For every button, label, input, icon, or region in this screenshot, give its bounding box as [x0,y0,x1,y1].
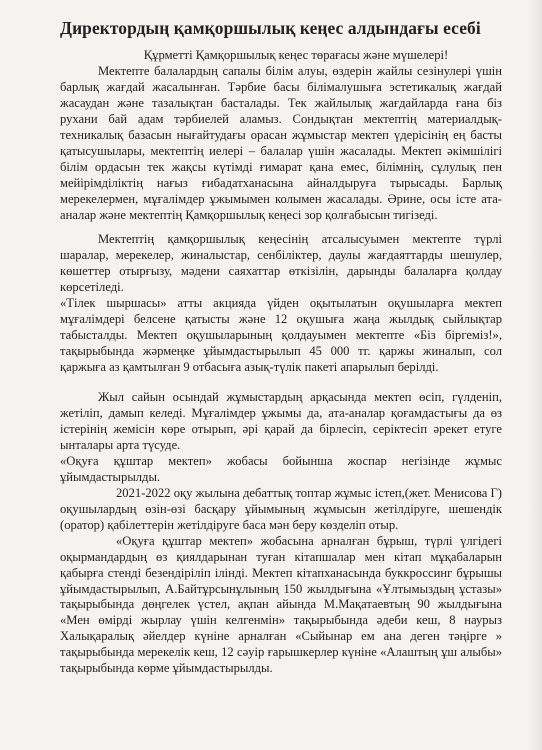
paragraph-6: 2021-2022 оқу жылына дебаттық топтар жұмыс істеп,(жет. Менисова Г) оқушылардың өзін-өзі басқару ұйымының жұмысын жетілдіруге, шешендік (оратор) қабілеттерін жетілдіруге баса мән беру көзделіп отыр. [60,485,502,532]
paragraph-4: Жыл сайын осындай жұмыстардың арқасында мектеп өсіп, гүлденіп, жетіліп, дамып келеді. Мұғалімдер ұжымы да, ата-аналар қоғамдастығы да өз істерінің жемісін көре отырып, әрі қарай да бірлесіп, серіктесіп әрекет етуге ынталары арта түсуде. [60,390,502,452]
document-title: Директордың қамқоршылық кеңес алдындағы есебі [60,18,481,38]
document-body [60,48,502,677]
greeting-line: Құрметті Қамқоршылық кеңес төрағасы және мүшелері! [143,48,449,62]
paragraph-3: «Тілек шыршасы» атты акцияда үйден оқытылатын оқушыларға мектеп мұғалімдері белсене қатысты және 12 оқушыға жаңа жылдық сыйлықтар табысталды. Мектеп оқушыларының қолдауымен мектепте «Біз біргеміз!», тақырыбында жәрмеңке ұйымдастырылып 45 000 тг. қаржы жиналып, сол қаржыға аз қамтылған 9 отбасыға азық-түлік пакеті апарылып берілді. [60,296,502,375]
paragraph-1: Мектепте балалардың сапалы білім алуы, өздерін жайлы сезінулері үшін барлық жағдай жасалынған. Тәрбие басы білімалушыға эстетикалық жағдай жасаудан және тазалықтан басталады. Тек жайлылық жағдайларда ғана біз рухани бай адам тәрбиелей аламыз. Сондықтан мектептің материалдық-техникалық базасын нығайтудағы орасан жұмыстар мектеп үдерісінің ең басты қатысушылары, мектептің иелері – балалар үшін жасалады. Мектеп әкімшілігі білім ордасын тек жақсы күтімді ғимарат қана емес, білімнің, сұлулық пен мейірімділіктің нағыз ғибадатханасына айналдыруға тырысады. Барлық мерекелермен, мұғалімдер ұжымымен колымен жасалады. Әрине, осы істе ата-аналар және мектептің Қамқоршылық кеңесі зор қолғабысын тигізеді. [60,63,502,222]
paragraph-7: «Оқуға құштар мектеп» жобасына арналған бұрыш, түрлі үлгідегі оқырмандардың өз қиялдарынан туған кітапшалар мен кітап мұқабаларын қабырға стенді безендіріліп ілінді. Мектеп кітапханасында буккроссинг бұрышы ұйымдастырылып, А.Байтұрсынұлының 150 жылдығына «Ұлтымыздың ұстазы» тақырыбында дөңгелек үстел, ақпан айында М.Мақатаевтың 90 жылдығына «Мен өмірді жырлау үшін келгенмін» тақырыбында әдеби кеш, 8 наурыз Халықаралық әйелдер күніне арналған «Сыйынар ем ана деген тәңірге » тақырыбында мерекелік кеш, 12 сәуір ғарышкерлер күніне «Алаштың ұш алыбы» тақырыбында көрме ұйымдастырылды. [60,533,502,676]
paragraph-5: «Оқуға құштар мектеп» жобасы бойынша жоспар негізінде жұмыс ұйымдастырылды. [60,453,502,484]
paragraph-2: Мектептің қамқоршылық кеңесінің атсалысуымен мектепте түрлі шаралар, мерекелер, жиналыстар, сенбіліктер, даулы жағдаяттарды шешулер, көшеттер отырғызу, мәдени саяхаттар өткізілін, дарынды балаларға қолдау көрсетіледі. [60,232,502,295]
